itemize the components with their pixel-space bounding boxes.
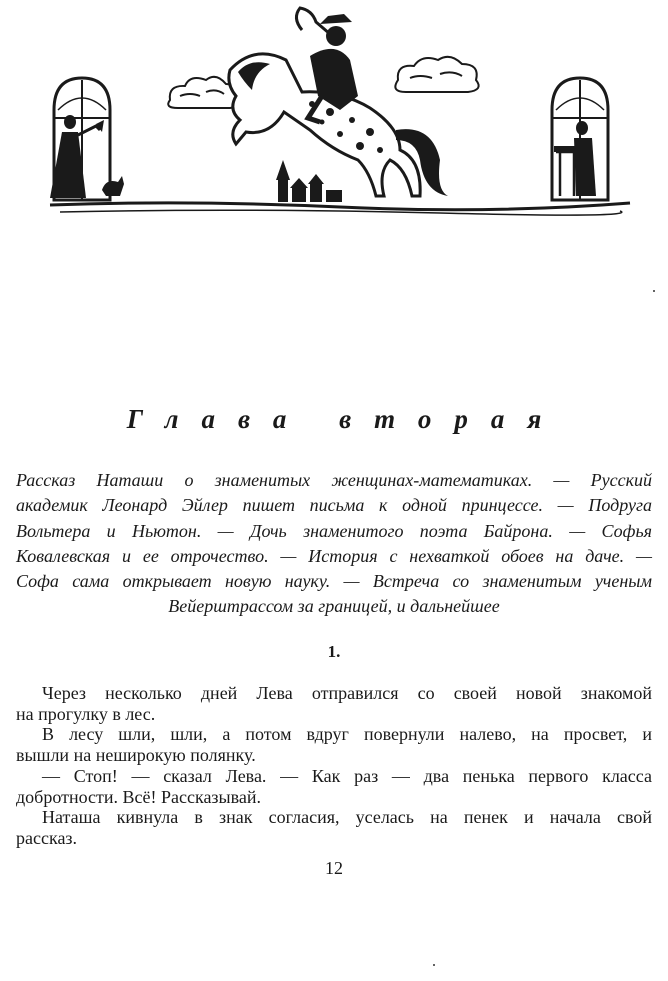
body-line: на прогулку в лес.	[16, 703, 156, 724]
body-line: Наташа кивнула в знак согласия, уселась на пенек и начала свой	[42, 807, 652, 828]
synopsis-line: Софа сама открывает новую науку. — Встреча со знаменитым ученым	[16, 571, 652, 592]
body-text	[16, 683, 652, 849]
body-line: рассказ.	[16, 827, 78, 848]
print-speck	[433, 964, 435, 966]
body-line: Через несколько дней Лева отправился со своей новой знакомой	[42, 683, 652, 703]
body-line: вышли на неширокую полянку.	[16, 745, 256, 766]
left-window-lady	[50, 78, 124, 200]
body-line: добротности. Всё! Рассказывай.	[16, 786, 262, 807]
section-number: 1.	[327, 642, 341, 661]
synopsis-line: Вольтера и Ньютон. — Дочь знаменитого поэта Байрона. — Софья	[16, 520, 652, 541]
chapter-synopsis	[16, 468, 652, 620]
right-window-scholar	[552, 78, 608, 200]
page-number: 12	[325, 858, 343, 878]
cloud-right	[395, 57, 478, 92]
body-line: — Стоп! — сказал Лева. — Как раз — два пенька первого класса	[42, 765, 652, 786]
chapter-vignette-illustration	[40, 0, 640, 220]
village-silhouette	[276, 160, 342, 202]
synopsis-line: Вейерштрассом за границей, и дальнейшее	[168, 596, 500, 617]
synopsis-line: академик Леонард Эйлер пишет письма к одной принцессе. — Подруга	[16, 495, 652, 516]
print-speck	[653, 290, 655, 292]
synopsis-line: Ковалевская и ее отрочество. — История с нехваткой обоев на даче. —	[16, 545, 652, 566]
horseman-with-horn	[229, 8, 448, 196]
chapter-title: Глава вторая	[126, 404, 565, 434]
synopsis-line: Рассказ Наташи о знаменитых женщинах-математиках. — Русский	[16, 470, 652, 490]
body-line: В лесу шли, шли, а потом вдруг повернули налево, на просвет, и	[42, 724, 652, 745]
